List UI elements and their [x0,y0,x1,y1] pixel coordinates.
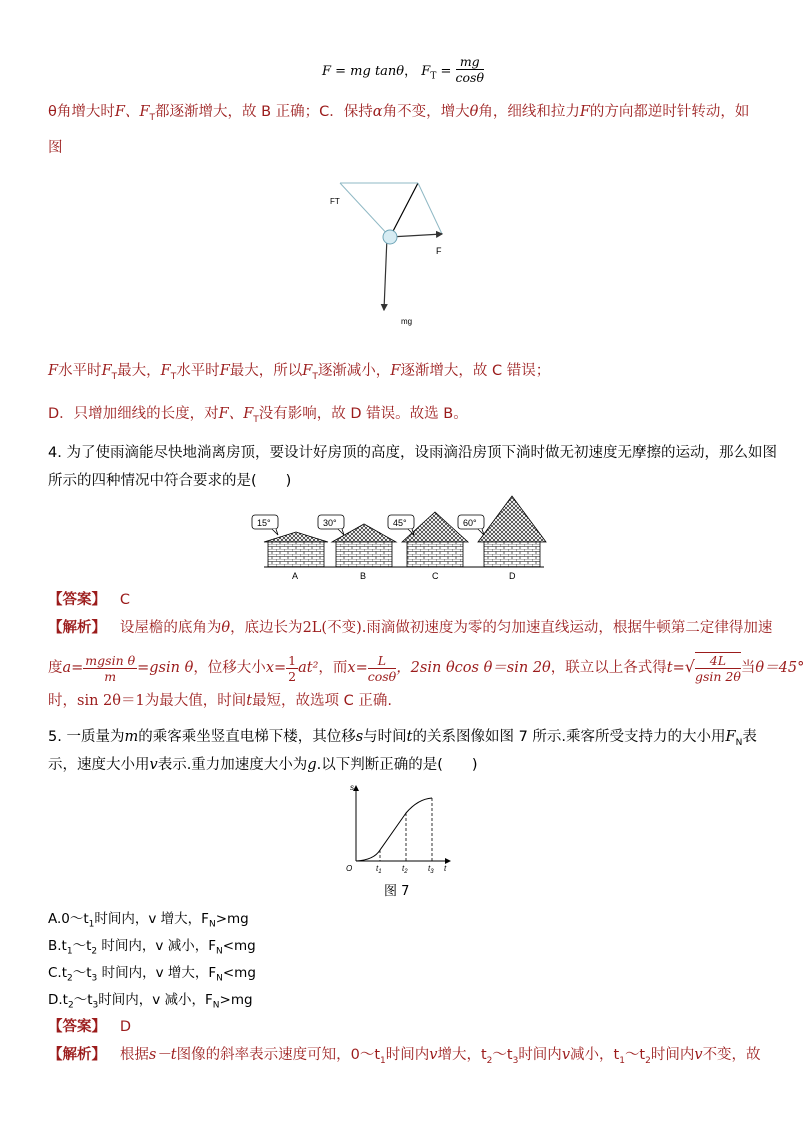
axis-t-label: t [444,864,447,873]
s-t-curve [356,798,432,861]
force-diagram [320,170,470,330]
paragraph-2: F水平时$F_T$最大，$F_T$水平时F最大，所以$F_T$逐渐减小，F逐渐增大，故 C 错误； [48,363,551,382]
string-line [390,183,418,237]
option-b: $B.t_1\sim t_2$ 时间内，v 减小，$F_N<mg$ [48,938,256,957]
q4-answer-value: C [119,592,130,608]
parallelogram-side [418,183,442,234]
figure-7-caption: 图 7 [384,884,410,899]
ball [383,230,397,244]
mg-vector [384,237,387,310]
house-c-angle: 45° [393,518,407,528]
q5-answer: 【答案】 D [48,1019,131,1035]
label-FT: FT [330,197,340,206]
house-a-label: A [292,571,299,581]
paragraph-1-line-2: 图 [48,140,63,156]
option-d: $D.t_2\sim t_3$时间内，v 减小，$F_N>mg$ [48,992,253,1011]
formula-top: F = mg tanθ， $F_T$ = $\frac{mg}{\cos\theta}$ [322,54,484,85]
q5-text-line-2: 示，速度大小用v表示.重力加速度大小为g.以下判断正确的是( ) [48,757,478,773]
q4-answer: 【答案】 C [48,592,130,608]
label-mg: mg [401,317,413,326]
f-vector [390,234,442,237]
option-c: $C.t_2\sim t_3$ 时间内，v 增大，$F_N<mg$ [48,965,256,984]
origin-label: O [346,864,353,873]
t3-label: $t_3$ [428,864,434,875]
house-c-label: C [432,571,439,581]
house-d-angle: 60° [463,518,477,528]
t1-label: $t_1$ [376,864,382,875]
ft-vector [340,183,390,237]
house-c [388,512,468,581]
house-a-angle: 15° [257,518,271,528]
q4-analysis-line-2: 度a= $\frac{\text{mgsin θ}}{m}$ =gsin θ，位移大小x= $\frac{1}{2}$ at²，而x= $\frac{L}{\cos\theta}$ ，2sin θcos θ＝sin 2θ，联立以上各式得t=√ $\frac{4L}{gsin 2\theta}$ 当θ＝45° [48,652,804,684]
q4-text-line-2: 所示的四种情况中符合要求的是( ) [48,473,292,489]
label-F: F [436,246,442,256]
q5-answer-value: D [119,1019,131,1035]
s-t-graph [338,780,458,875]
house-b-label: B [360,571,367,581]
house-b-angle: 30° [323,518,337,528]
formula-FT-fraction: $\frac{mg}{\cos\theta}$ [455,54,484,85]
t2-label: $t_2$ [402,864,408,875]
paragraph-1-line-1: θ角增大时F、$F_T$都逐渐增大，故 B 正确；C．保持α角不变，增大θ角，细线和拉力F的方向都逆时针转动，如 [48,104,750,123]
q5-analysis: 【解析】 根据s－t图像的斜率表示速度可知，$0\sim t_1$时间内v增大，$t_2\sim t_3$时间内v减小，$t_1\sim t_2$时间内v不变，故 [48,1047,761,1066]
house-a [252,515,328,581]
axis-s-label: s [350,783,354,792]
q5-text-line-1: 5. 一质量为m的乘客乘坐竖直电梯下楼，其位移s与时间t的关系图像如图 7 所示.乘客所受支持力的大小用$F_N$表 [48,729,757,748]
house-b [318,515,396,581]
q4-analysis-line-1: 【解析】 设屋檐的底角为θ，底边长为2L(不变).雨滴做初速度为零的匀加速直线运动，根据牛顿第二定律得加速 [48,620,773,636]
q4-analysis-line-3: 时，sin 2θ＝1为最大值，时间t最短，故选项 C 正确. [48,693,392,709]
house-d-label: D [509,571,516,581]
houses-figure [244,494,554,584]
house-d [458,496,546,581]
formula-F: F = mg tanθ [322,64,405,79]
q4-text-line-1: 4. 为了使雨滴能尽快地淌离房顶，要设计好房顶的高度，设雨滴沿房顶下淌时做无初速度无摩擦的运动，那么如图 [48,445,777,461]
paragraph-3: D．只增加细线的长度，对F、$F_T$没有影响，故 D 错误。故选 B。 [48,406,468,425]
option-a: $A.0\sim t_1$时间内，v 增大，$F_N>mg$ [48,911,249,930]
